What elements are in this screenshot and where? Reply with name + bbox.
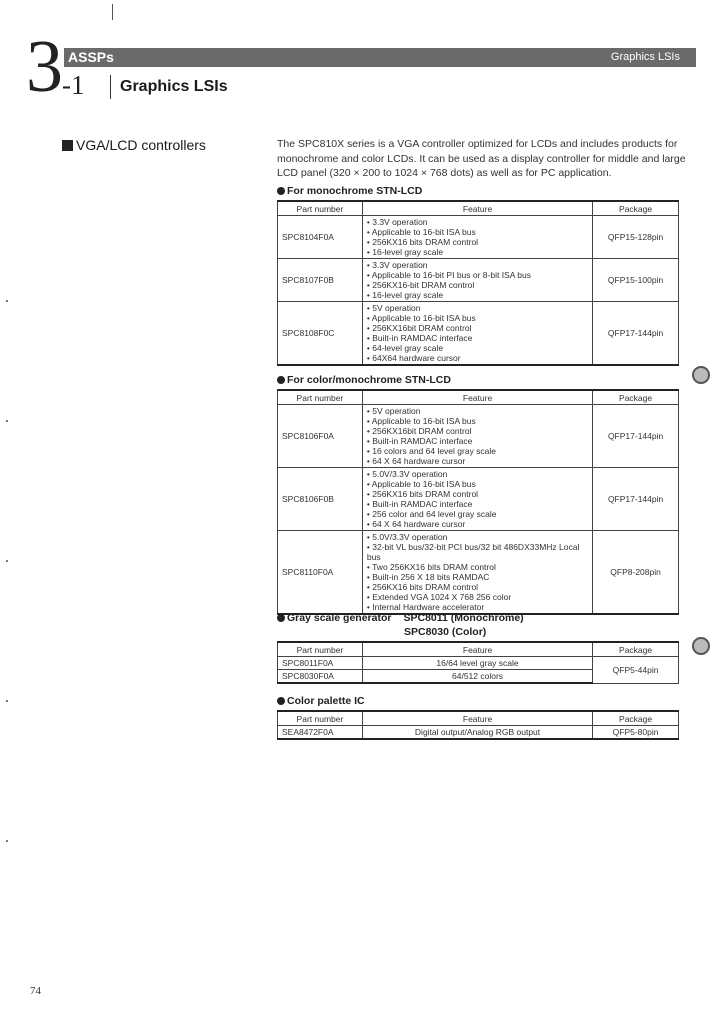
feature-line (367, 479, 588, 489)
feature-text: 256KX16bit DRAM control (372, 426, 472, 436)
bullet-icon: • (366, 469, 373, 479)
color-table (277, 389, 679, 615)
feature-text: Built-in RAMDAC interface (372, 333, 473, 343)
subsection-divider (110, 75, 111, 99)
feature-line (367, 290, 588, 300)
feature-line (367, 456, 588, 466)
feature-cell (362, 302, 592, 366)
feature-line (367, 416, 588, 426)
feature-text: 3.3V operation (372, 217, 428, 227)
part-number-cell: SPC8110F0A (278, 531, 363, 615)
subsection-title: Graphics LSIs (120, 78, 228, 95)
bullet-icon: • (366, 343, 373, 353)
feature-line (367, 217, 588, 227)
feature-line (367, 542, 588, 562)
feature-cell: Digital output/Analog RGB output (362, 726, 592, 740)
feature-line (367, 333, 588, 343)
chapter-running-title: Graphics LSIs (610, 51, 680, 63)
bullet-icon: • (366, 237, 373, 247)
col-package: Package (593, 642, 679, 657)
gray-heading (277, 612, 524, 625)
feature-text: 5V operation (372, 303, 421, 313)
feature-line (367, 469, 588, 479)
part-number-cell: SPC8108F0C (278, 302, 363, 366)
part-number-cell: SPC8107F0B (278, 259, 363, 302)
part-number-cell: SPC8011F0A (278, 657, 363, 670)
feature-text: 32-bit VL bus/32-bit PCI bus/32 bit 486DX33MHz Local bus (366, 542, 580, 562)
feature-text: Applicable to 16-bit ISA bus (371, 479, 476, 489)
bullet-icon: • (366, 217, 373, 227)
feature-line (367, 343, 588, 353)
bullet-icon: • (366, 592, 373, 602)
feature-text: Applicable to 16-bit ISA bus (371, 313, 476, 323)
bullet-icon: • (366, 436, 373, 446)
feature-text: 64 X 64 hardware cursor (372, 456, 466, 466)
bullet-icon: • (366, 562, 373, 572)
color-heading (277, 374, 451, 387)
feature-line (367, 237, 588, 247)
scan-dot (6, 560, 8, 562)
intro-paragraph: The SPC810X series is a VGA controller optimized for LCDs and includes products for monochrome and color LCDs. It can be used as a display controller for middle and large LCD panel (320 × 200 to 1024 × 768 dots) as well as for PC application. (277, 138, 686, 180)
section-title: VGA/LCD controllers (76, 137, 206, 153)
part-number-cell: SPC8104F0A (278, 216, 363, 259)
bullet-icon (277, 697, 285, 705)
package-cell: QFP8-208pin (593, 531, 679, 615)
bullet-icon: • (366, 303, 373, 313)
bullet-icon: • (366, 323, 373, 333)
feature-line (367, 572, 588, 582)
feature-text: Built-in 256 X 18 bits RAMDAC (372, 572, 490, 582)
feature-cell: 16/64 level gray scale (362, 657, 592, 670)
feature-line (367, 446, 588, 456)
feature-line (367, 323, 588, 333)
feature-text: 5.0V/3.3V operation (372, 532, 448, 542)
scan-dot (6, 420, 8, 422)
col-package: Package (593, 711, 679, 726)
feature-cell (362, 468, 592, 531)
feature-cell (362, 531, 592, 615)
feature-text: Built-in RAMDAC interface (372, 499, 473, 509)
subsection-number: -1 (62, 70, 85, 100)
package-cell: QFP15-128pin (593, 216, 679, 259)
package-cell: QFP5-44pin (593, 657, 679, 684)
feature-cell (362, 259, 592, 302)
col-feature: Feature (362, 201, 592, 216)
bullet-icon: • (366, 519, 373, 529)
feature-line (367, 406, 588, 416)
bullet-icon: • (366, 280, 373, 290)
feature-text: 16 colors and 64 level gray scale (372, 446, 497, 456)
feature-text: Applicable to 16-bit ISA bus (371, 227, 476, 237)
feature-line (367, 602, 588, 612)
feature-cell (362, 216, 592, 259)
chapter-label: ASSPs (68, 49, 114, 65)
binder-hole-icon (692, 366, 710, 384)
package-cell: QFP15-100pin (593, 259, 679, 302)
bullet-icon: • (366, 406, 373, 416)
feature-text: Two 256KX16 bits DRAM control (372, 562, 496, 572)
feature-line (367, 582, 588, 592)
bullet-icon: • (366, 602, 373, 612)
feature-line (367, 532, 588, 542)
bullet-icon: • (366, 509, 373, 519)
bullet-icon: • (366, 290, 373, 300)
feature-text: 5.0V/3.3V operation (372, 469, 448, 479)
color-heading-text: For color/monochrome STN-LCD (287, 374, 451, 386)
page-number: 74 (30, 985, 41, 997)
feature-line (367, 313, 588, 323)
bullet-icon: • (366, 416, 372, 426)
feature-text: 64-level gray scale (372, 343, 444, 353)
bullet-icon: • (366, 353, 373, 363)
package-cell: QFP17-144pin (593, 302, 679, 366)
table-header-row (278, 711, 679, 726)
table-header-row (278, 390, 679, 405)
bullet-icon: • (366, 446, 373, 456)
feature-line (367, 436, 588, 446)
mono-heading (277, 185, 422, 198)
scan-dot (6, 840, 8, 842)
bullet-icon (277, 614, 285, 622)
gray-heading-text: Gray scale generator (287, 612, 392, 624)
palette-heading-text: Color palette IC (287, 695, 365, 707)
gray-model-2: SPC8030 (Color) (404, 626, 487, 638)
package-cell: QFP17-144pin (593, 468, 679, 531)
table-header-row (278, 642, 679, 657)
bullet-icon: • (366, 542, 373, 552)
feature-line (367, 426, 588, 436)
feature-text: 256KX16 bits DRAM control (372, 237, 479, 247)
feature-text: Built-in RAMDAC interface (372, 436, 473, 446)
bullet-icon: • (366, 582, 373, 592)
scan-dot (6, 700, 8, 702)
table-row (278, 468, 679, 531)
mono-heading-text: For monochrome STN-LCD (287, 185, 423, 197)
col-feature: Feature (362, 390, 592, 405)
feature-text: Applicable to 16-bit ISA bus (371, 416, 476, 426)
table-row (278, 302, 679, 366)
col-feature: Feature (362, 711, 592, 726)
table-row (278, 657, 679, 670)
table-row (278, 216, 679, 259)
chapter-number: 3 (26, 26, 63, 108)
part-number-cell: SPC8030F0A (278, 670, 363, 684)
palette-table (277, 710, 679, 740)
square-bullet-icon (62, 140, 73, 151)
feature-line (367, 499, 588, 509)
bullet-icon: • (366, 313, 372, 323)
col-part-number: Part number (278, 201, 363, 216)
col-feature: Feature (362, 642, 592, 657)
gray-table (277, 641, 679, 684)
feature-line (367, 592, 588, 602)
feature-text: 64X64 hardware cursor (372, 353, 461, 363)
feature-text: Internal Hardware accelerator (372, 602, 485, 612)
feature-line (367, 280, 588, 290)
bullet-icon: • (366, 426, 373, 436)
bullet-icon: • (366, 270, 372, 280)
feature-text: 3.3V operation (372, 260, 428, 270)
scan-dot (6, 300, 8, 302)
feature-cell (362, 405, 592, 468)
part-number-cell: SEA8472F0A (278, 726, 363, 740)
palette-heading (277, 695, 365, 708)
bullet-icon: • (366, 572, 373, 582)
col-part-number: Part number (278, 642, 363, 657)
feature-line (367, 353, 588, 363)
bullet-icon: • (366, 260, 373, 270)
feature-text: Applicable to 16-bit PI bus or 8-bit ISA bus (371, 270, 531, 280)
feature-line (367, 509, 588, 519)
col-part-number: Part number (278, 711, 363, 726)
bullet-icon: • (366, 227, 372, 237)
feature-line (367, 303, 588, 313)
feature-line (367, 489, 588, 499)
scan-mark (112, 4, 113, 20)
bullet-icon: • (366, 456, 373, 466)
package-cell: QFP5-80pin (593, 726, 679, 740)
bullet-icon: • (366, 333, 373, 343)
table-header-row (278, 201, 679, 216)
feature-text: 5V operation (372, 406, 421, 416)
bullet-icon: • (366, 532, 373, 542)
feature-text: 16-level gray scale (372, 247, 444, 257)
feature-text: 16-level gray scale (372, 290, 444, 300)
binder-hole-icon (692, 637, 710, 655)
table-row (278, 259, 679, 302)
feature-line (367, 562, 588, 572)
feature-text: 64 X 64 hardware cursor (372, 519, 466, 529)
table-row (278, 531, 679, 615)
col-package: Package (593, 390, 679, 405)
bullet-icon: • (366, 499, 373, 509)
col-package: Package (593, 201, 679, 216)
part-number-cell: SPC8106F0B (278, 468, 363, 531)
feature-line (367, 227, 588, 237)
feature-line (367, 270, 588, 280)
feature-text: 256KX16bit DRAM control (372, 323, 472, 333)
bullet-icon (277, 376, 285, 384)
bullet-icon: • (366, 489, 373, 499)
feature-text: 256KX16 bits DRAM control (372, 489, 479, 499)
bullet-icon: • (366, 247, 373, 257)
table-row (278, 726, 679, 740)
feature-cell: 64/512 colors (362, 670, 592, 684)
bullet-icon: • (366, 479, 372, 489)
col-part-number: Part number (278, 390, 363, 405)
package-cell: QFP17-144pin (593, 405, 679, 468)
feature-line (367, 260, 588, 270)
gray-model-1: SPC8011 (Monochrome) (403, 612, 524, 624)
feature-text: 256KX16 bits DRAM control (372, 582, 479, 592)
feature-text: 256 color and 64 level gray scale (372, 509, 497, 519)
table-row (278, 405, 679, 468)
part-number-cell: SPC8106F0A (278, 405, 363, 468)
feature-text: 256KX16-bit DRAM control (372, 280, 475, 290)
feature-line (367, 519, 588, 529)
chapter-bar (64, 48, 696, 67)
feature-line (367, 247, 588, 257)
mono-table (277, 200, 679, 366)
feature-text: Extended VGA 1024 X 768 256 color (372, 592, 512, 602)
bullet-icon (277, 187, 285, 195)
